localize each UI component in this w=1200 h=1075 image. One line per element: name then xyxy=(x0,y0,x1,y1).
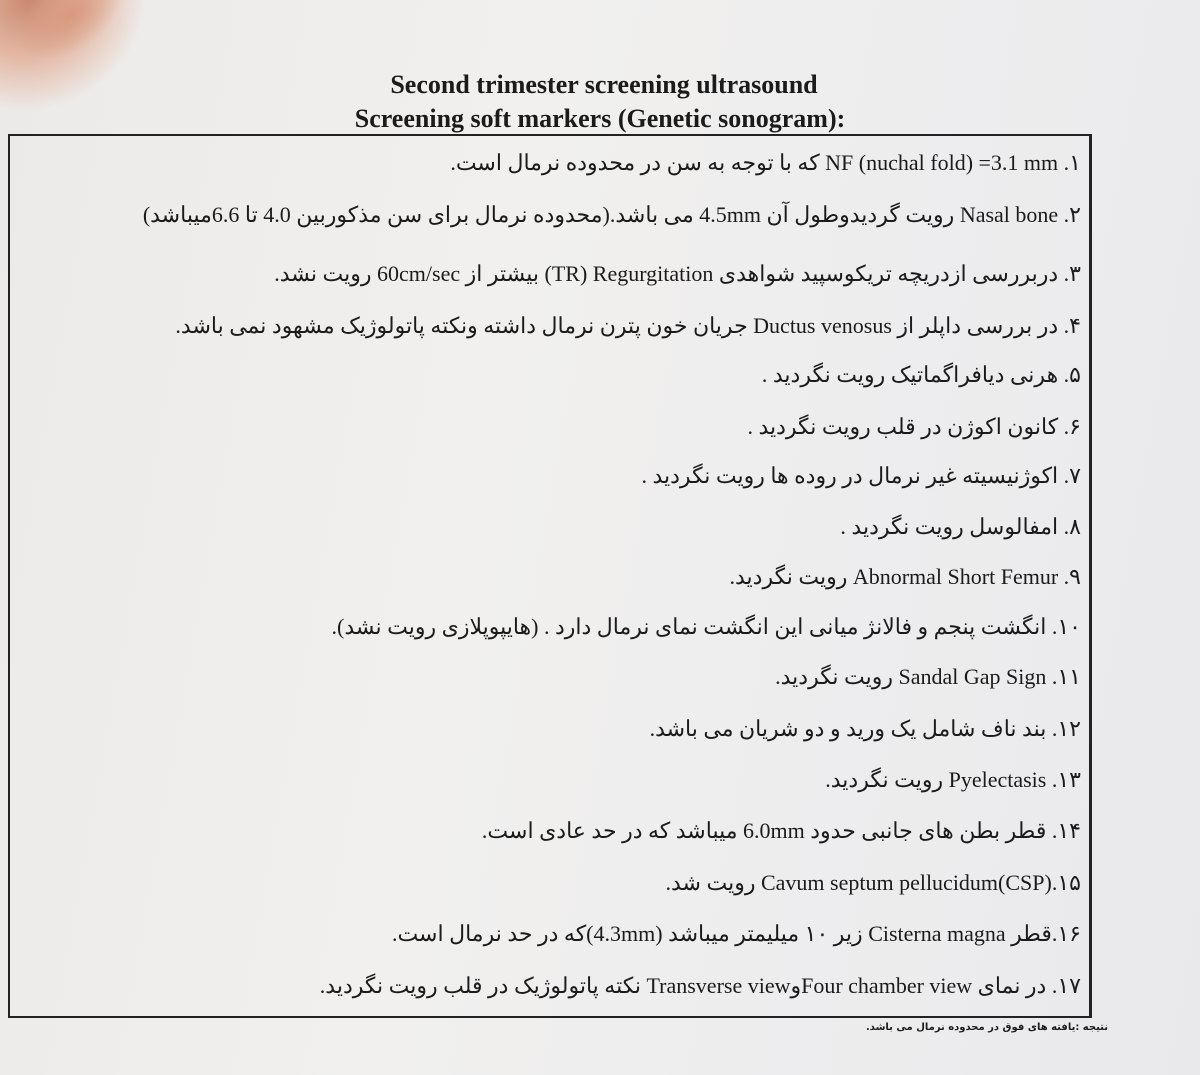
report-subtitle: Screening soft markers (Genetic sonogram): xyxy=(354,104,846,133)
finding-item: ۱۳. ‪Pyelectasis‬ رویت نگردید. xyxy=(825,767,1081,792)
findings-box xyxy=(8,134,1092,1018)
finding-item: ۱. ‪NF (nuchal fold) =3.1 mm‬ که با توجه به سن در محدوده نرمال است. xyxy=(450,150,1081,175)
finding-item: ۱۱. ‪Sandal Gap Sign‬ رویت نگردید. xyxy=(775,664,1081,689)
finding-item: ۷. اکوژنیسیته غیر نرمال در روده ها رویت نگردید . xyxy=(641,463,1081,488)
finding-item: ۴. در بررسی داپلر از ‪Ductus venosus‬ جریان خون پترن نرمال داشته ونکته پاتولوژیک مشهود نمی باشد. xyxy=(175,313,1081,338)
report-title: Second trimester screening ultrasound xyxy=(390,70,818,99)
finding-item: ۱۴. قطر بطن های جانبی حدود ‪6.0mm‬ میباشد که در حد عادی است. xyxy=(481,818,1081,843)
finding-item: ۲. ‪Nasal bone‬ رویت گردیدوطول آن ‪4.5mm‬ می باشد.(محدوده نرمال برای سن مذکوربین ‪4.0‬ تا ‪6.6‬میباشد) xyxy=(142,202,1081,227)
finding-item: ۱۵.‪Cavum septum pellucidum(CSP)‬ رویت شد. xyxy=(665,870,1081,895)
finding-item: ۱۲. بند ناف شامل یک ورید و دو شریان می باشد. xyxy=(649,716,1081,741)
finding-item: ۱۰. انگشت پنجم و فالانژ میانی این انگشت نمای نرمال دارد . (هایپوپلازی رویت نشد). xyxy=(331,614,1081,639)
conclusion-note: نتیجه :یافته های فوق در محدوده نرمال می باشد. xyxy=(866,1022,1108,1033)
finding-item: ۱۶.قطر ‪Cisterna magna‬ زیر ۱۰ میلیمتر میباشد ‪(4.3mm)‬که در حد نرمال است. xyxy=(391,921,1081,946)
finding-item: ۶. کانون اکوژن در قلب رویت نگردید . xyxy=(747,414,1081,439)
finding-item: ۵. هرنی دیافراگماتیک رویت نگردید . xyxy=(761,362,1081,387)
finding-item: ۸. امفالوسل رویت نگردید . xyxy=(840,514,1081,539)
finding-item: ۳. دربررسی ازدریچه تریکوسپید شواهدی ‪(TR) Regurgitation‬ بیشتر از ‪60cm/sec‬ رویت نشد. xyxy=(274,261,1081,286)
finding-item: ۱۷. در نمای ‪Four chamber view‬و‪Transverse view‬ نکته پاتولوژیک در قلب رویت نگردید. xyxy=(319,973,1081,998)
finding-item: ۹. ‪Abnormal Short Femur‬ رویت نگردید. xyxy=(729,564,1081,589)
